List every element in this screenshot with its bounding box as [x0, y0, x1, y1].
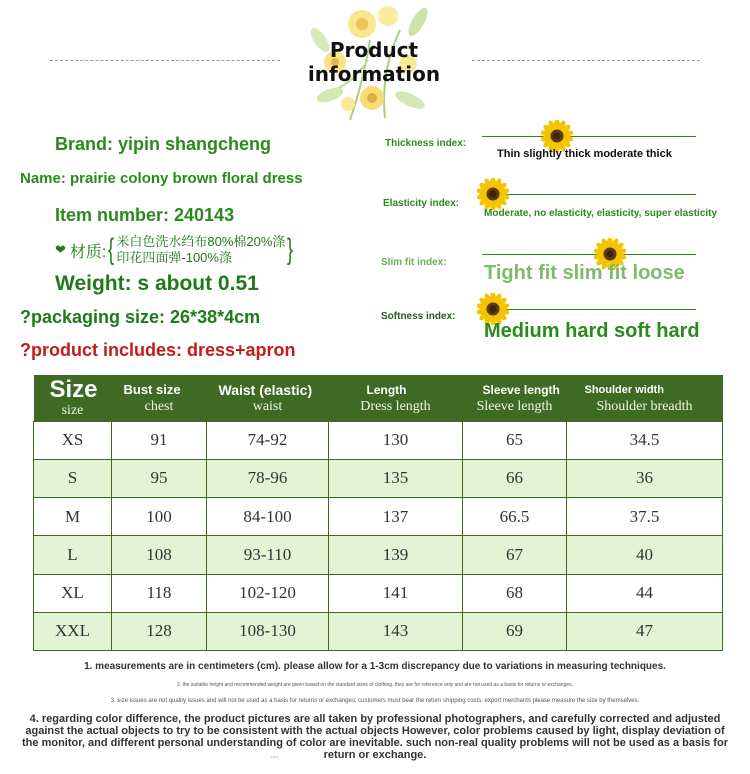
table-cell: 65: [463, 421, 567, 459]
table-cell: 74-92: [207, 421, 329, 459]
material-label: 材质:: [69, 243, 107, 261]
packaging-text: ?packaging size: 26*38*4cm: [20, 307, 261, 327]
slim-fit-index-scale: [482, 254, 696, 255]
table-cell: 91: [112, 421, 207, 459]
table-row: [34, 574, 723, 612]
table-cell: L: [34, 536, 112, 574]
page-title-line2: information: [307, 62, 441, 86]
brace-left-icon: {: [108, 233, 115, 266]
header-divider-left: [50, 60, 280, 61]
heart-icon: ❤: [55, 242, 66, 257]
table-row: [34, 612, 723, 650]
size-chart-table: [33, 375, 723, 651]
header-sleeve-cn: Sleeve length: [476, 398, 553, 414]
page-title-line1: Product: [329, 38, 419, 62]
thickness-index-text: Thin slightly thick moderate thick: [497, 148, 672, 160]
header-length-en: Length: [366, 382, 407, 397]
table-cell: 130: [329, 421, 463, 459]
softness-index-label: Softness index:: [381, 311, 456, 322]
table-cell: 108: [112, 536, 207, 574]
table-cell: 67: [463, 536, 567, 574]
header-bust-en: Bust size: [123, 381, 181, 397]
material-line-1: 米白色洗水绉布80%棉20%涤: [116, 234, 286, 249]
table-cell: XXL: [34, 612, 112, 650]
table-cell: 69: [463, 612, 567, 650]
brand-text: Brand: yipin shangcheng: [55, 134, 272, 154]
note-1: 1. measurements are in centimeters (cm). please allow for a 1-3cm discrepancy due to variations in measuring techniques.: [84, 661, 666, 672]
table-row: [34, 421, 723, 459]
table-row: [34, 498, 723, 536]
table-cell: 128: [112, 612, 207, 650]
header-length-cn: Dress length: [360, 398, 431, 414]
header-waist: [207, 375, 329, 421]
table-cell: 78-96: [207, 459, 329, 497]
slim-fit-index-label: Slim fit index:: [381, 257, 447, 268]
brace-right-icon: }: [287, 233, 294, 266]
note-2: 2. the suitable height and recommended weight are given based on the standard sizes of clothing. they are for reference only and are not used as a basis for returns or exchanges.: [176, 682, 574, 688]
table-cell: 141: [329, 574, 463, 612]
header-length: [329, 375, 463, 421]
table-cell: 68: [463, 574, 567, 612]
table-cell: 66: [463, 459, 567, 497]
material-lines: [116, 234, 285, 266]
material-line-2: 印花四面弹-100%涤: [116, 250, 232, 265]
table-cell: 40: [567, 536, 723, 574]
name-text: Name: prairie colony brown floral dress: [20, 170, 303, 187]
table-cell: M: [34, 498, 112, 536]
table-cell: 47: [567, 612, 723, 650]
table-cell: 137: [329, 498, 463, 536]
elasticity-marker-sunflower-icon: [477, 178, 509, 210]
header-shoulder-en: Shoulder width: [584, 383, 664, 396]
header-sleeve-en: Sleeve length: [482, 382, 560, 397]
header-shoulder-cn: Shoulder breadth: [596, 398, 693, 414]
table-cell: 66.5: [463, 498, 567, 536]
table-cell: 36: [567, 459, 723, 497]
elasticity-index-scale: [482, 194, 696, 195]
softness-index-scale: [482, 309, 696, 310]
table-cell: 143: [329, 612, 463, 650]
note-4: 4. regarding color difference, the product pictures are all taken by professional photographers, and carefully corrected and adjusted against the actual objects to try to be consistent with the actual objects However, color problems caused by light, display deviation of the monitor, and different personal understanding of color are inevitable. such non-real quality problems will not be used as a basis for return or exchange.: [22, 713, 728, 761]
table-cell: 135: [329, 459, 463, 497]
table-cell: 108-130: [207, 612, 329, 650]
table-cell: 93-110: [207, 536, 329, 574]
table-cell: 118: [112, 574, 207, 612]
elasticity-index-label: Elasticity index:: [383, 198, 460, 209]
table-row: [34, 536, 723, 574]
thickness-index-scale: [482, 136, 696, 137]
slim-fit-index-text: Tight fit slim fit loose: [484, 262, 685, 284]
elasticity-index-text: Moderate, no elasticity, elasticity, super elasticity: [484, 208, 718, 219]
header-bust-cn: chest: [144, 398, 174, 414]
includes-text: ?product includes: dress+apron: [20, 340, 296, 360]
table-cell: 102-120: [207, 574, 329, 612]
table-cell: 84-100: [207, 498, 329, 536]
table-cell: S: [34, 459, 112, 497]
thickness-index-label: Thickness index:: [385, 138, 467, 149]
header-divider-right: [472, 60, 700, 61]
page-title: [290, 38, 458, 86]
header-size-en: Size: [49, 375, 98, 403]
header-size-cn: size: [61, 402, 84, 418]
item-number-text: Item number: 240143: [55, 205, 235, 225]
table-cell: XL: [34, 574, 112, 612]
header-waist-cn: waist: [252, 398, 283, 414]
table-cell: 34.5: [567, 421, 723, 459]
size-chart-header-row: [34, 375, 723, 421]
softness-index-text: Medium hard soft hard: [484, 320, 700, 342]
decorative-mark: ~~~: [270, 755, 279, 761]
table-cell: 44: [567, 574, 723, 612]
header-size: [34, 375, 112, 421]
table-cell: 139: [329, 536, 463, 574]
table-cell: 37.5: [567, 498, 723, 536]
header-shoulder: [567, 375, 723, 421]
header-waist-en: Waist (elastic): [218, 381, 313, 398]
table-cell: 95: [112, 459, 207, 497]
header-bust: [112, 375, 207, 421]
header-sleeve: [463, 375, 567, 421]
weight-text: Weight: s about 0.51: [55, 272, 259, 295]
table-cell: XS: [34, 421, 112, 459]
size-chart-body: [34, 421, 723, 651]
note-3: 3. size issues are not quality issues and will not be used as a basis for returns or exchanges. customers must bear the return shipping costs. export merchants please measure the size by themselves.: [110, 698, 640, 704]
material-row: [55, 234, 295, 266]
table-cell: 100: [112, 498, 207, 536]
table-row: [34, 459, 723, 497]
